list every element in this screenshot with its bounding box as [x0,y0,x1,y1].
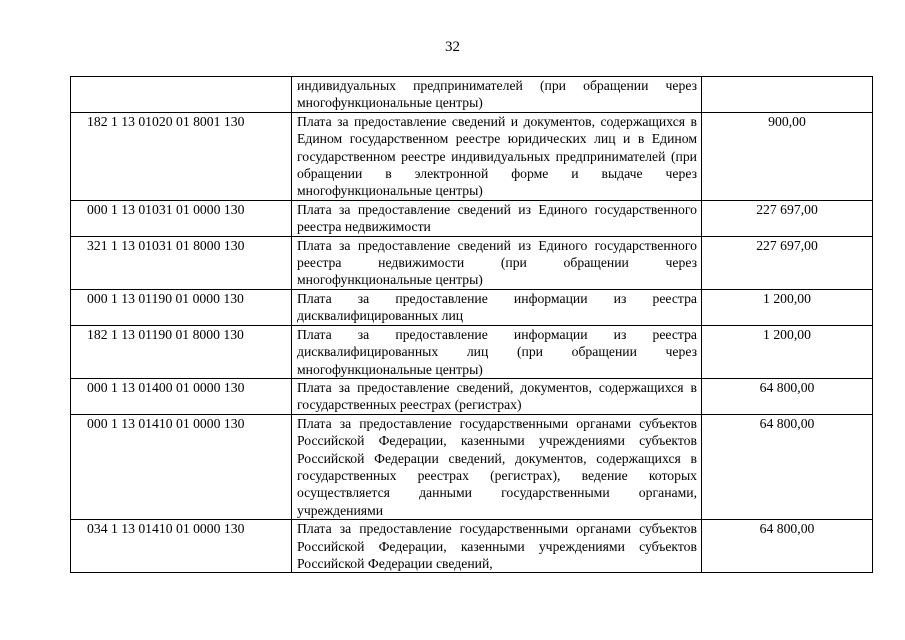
table-row [71,378,873,414]
amount-cell: 227 697,00 [702,200,873,236]
description-cell: Плата за предоставление государственными органами субъектов Российской Федерации, казенными учреждениями субъектов Российской Федерации сведений, [292,520,702,573]
budget-code-cell: 182 1 13 01190 01 8000 130 [71,325,292,378]
amount-cell: 64 800,00 [702,520,873,573]
table-row [71,414,873,519]
table-body [71,77,873,573]
amount-cell: 64 800,00 [702,378,873,414]
table-row [71,112,873,200]
description-cell: Плата за предоставление сведений из Единого государственного реестра недвижимости (при обращении через многофункциональные центры) [292,236,702,289]
description-cell: индивидуальных предпринимателей (при обращении через многофункциональные центры) [292,77,702,113]
table-row [71,77,873,113]
budget-code-cell: 182 1 13 01020 01 8001 130 [71,112,292,200]
budget-code-cell: 000 1 13 01031 01 0000 130 [71,200,292,236]
page-number: 32 [445,39,460,55]
budget-code-cell: 000 1 13 01190 01 0000 130 [71,289,292,325]
amount-cell: 900,00 [702,112,873,200]
table-row [71,520,873,573]
budget-code-cell [71,77,292,113]
budget-code-cell: 321 1 13 01031 01 8000 130 [71,236,292,289]
description-cell: Плата за предоставление информации из реестра дисквалифицированных лиц [292,289,702,325]
budget-code-cell: 000 1 13 01410 01 0000 130 [71,414,292,519]
description-cell: Плата за предоставление сведений из Единого государственного реестра недвижимости [292,200,702,236]
budget-code-cell: 000 1 13 01400 01 0000 130 [71,378,292,414]
description-cell: Плата за предоставление государственными органами субъектов Российской Федерации, казенными учреждениями субъектов Российской Федерации сведений, документов, содержащихся в государственных реестрах (регистрах), ведение которых осуществляется данными государственными органами, учреждениями [292,414,702,519]
description-cell: Плата за предоставление сведений и документов, содержащихся в Едином государственном реестре юридических лиц и в Едином государственном реестре индивидуальных предпринимателей (при обращении в электронной форме и выдаче через многофункциональные центры) [292,112,702,200]
table-row [71,236,873,289]
amount-cell: 227 697,00 [702,236,873,289]
amount-cell: 1 200,00 [702,289,873,325]
table-row [71,200,873,236]
budget-revenue-table [70,76,873,573]
budget-code-cell: 034 1 13 01410 01 0000 130 [71,520,292,573]
amount-cell: 64 800,00 [702,414,873,519]
table-row [71,325,873,378]
amount-cell: 1 200,00 [702,325,873,378]
table-row [71,289,873,325]
description-cell: Плата за предоставление информации из реестра дисквалифицированных лиц (при обращении через многофункциональные центры) [292,325,702,378]
description-cell: Плата за предоставление сведений, документов, содержащихся в государственных реестрах (регистрах) [292,378,702,414]
amount-cell [702,77,873,113]
